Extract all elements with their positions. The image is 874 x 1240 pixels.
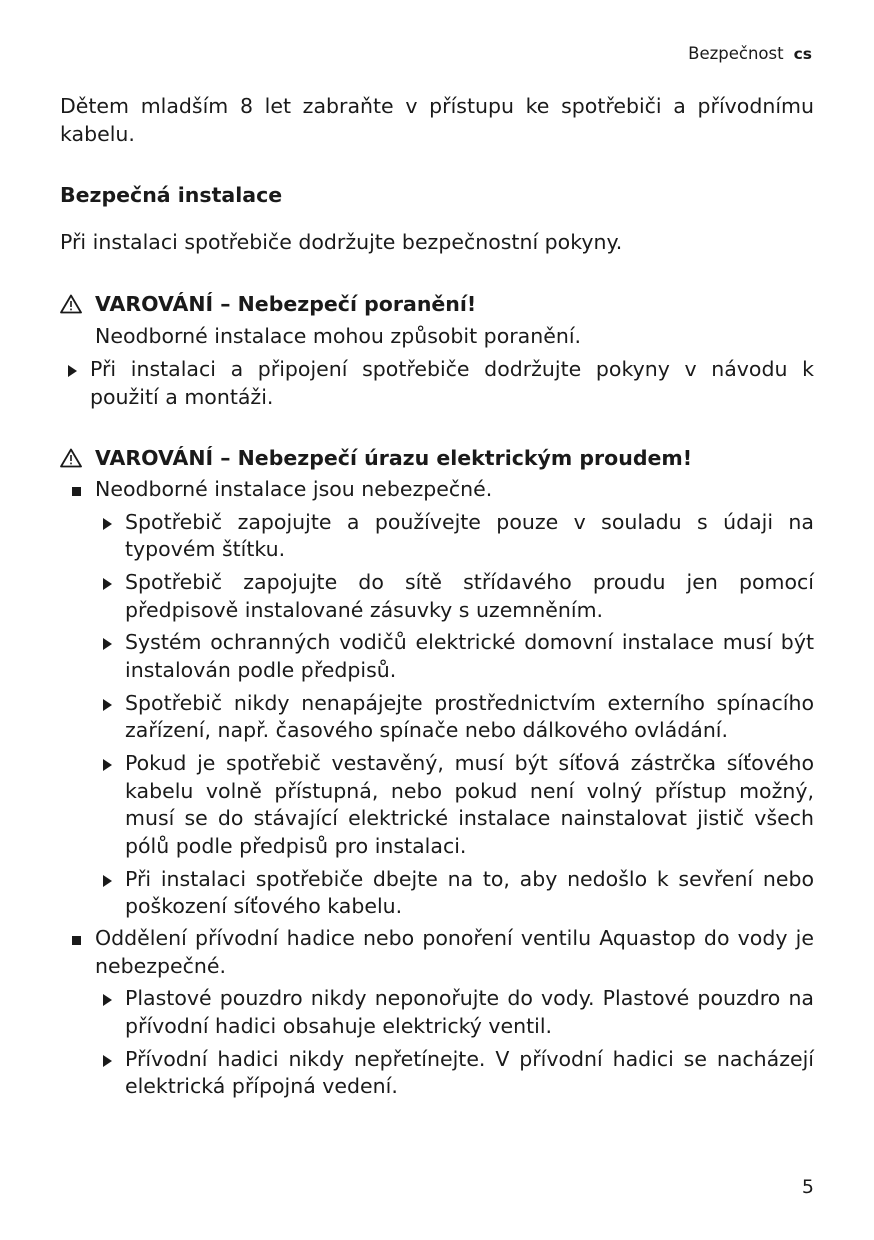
warning-title-row	[60, 445, 814, 472]
warning-title-text: VAROVÁNÍ – Nebezpečí poranění!	[95, 291, 477, 316]
list-item	[95, 750, 814, 861]
list-item-text: Spotřebič nikdy nenapájejte prostřednictvím externího spínacího zařízení, např. časového spínače nebo dálkového ovládání.	[125, 690, 814, 743]
list-item-text: Spotřebič zapojujte a používejte pouze v souladu s údaji na typovém štítku.	[125, 509, 814, 562]
list-item-text: Neodborné instalace jsou nebezpečné.	[95, 476, 493, 501]
warning-action-list	[95, 985, 814, 1101]
list-item-text: Systém ochranných vodičů elektrické domovní instalace musí být instalován podle předpisů.	[125, 630, 814, 682]
warning-triangle-icon	[60, 294, 82, 314]
page-number: 5	[801, 1176, 814, 1198]
warning-intro-text: Neodborné instalace mohou způsobit poranění.	[95, 324, 582, 349]
warning-action-list	[60, 356, 814, 411]
list-item-text: Přívodní hadici nikdy nepřetínejte. V přívodní hadici se nacházejí elektrická přípojná vedení.	[125, 1046, 814, 1099]
list-item-text: Oddělení přívodní hadice nebo ponoření ventilu Aquastop do vody je nebezpečné.	[95, 926, 814, 978]
list-item	[95, 629, 814, 684]
list-item-text: Pokud je spotřebič vestavěný, musí být síťová zástrčka síťového kabelu volně přístupná, nebo pokud není volný přístup možný, musí se do stávající elektrické instalace nainstalovat jistič všech pólů podle předpisů pro instalaci.	[125, 751, 814, 859]
list-item-text: Při instalaci spotřebiče dbejte na to, aby nedošlo k sevření nebo poškození síťového kabelu.	[125, 866, 814, 919]
list-item-text: Při instalaci a připojení spotřebiče dodržujte pokyny v návodu k použití a montáži.	[90, 356, 814, 409]
list-item	[95, 985, 814, 1040]
warning-triangle-icon	[60, 448, 82, 468]
list-item	[95, 1046, 814, 1101]
page-content	[60, 93, 814, 1101]
list-item	[95, 690, 814, 745]
list-item	[95, 509, 814, 564]
warning-action-list	[95, 509, 814, 921]
warning-title-text: VAROVÁNÍ – Nebezpečí úrazu elektrickým proudem!	[95, 446, 693, 471]
warning-group-list	[60, 476, 814, 1101]
page-header	[60, 44, 814, 63]
warning-block-electric-shock	[60, 445, 814, 1101]
section-intro-paragraph: Při instalaci spotřebiče dodržujte bezpečnostní pokyny.	[60, 229, 623, 254]
list-item	[95, 569, 814, 624]
section-heading: Bezpečná instalace	[60, 183, 283, 208]
list-item	[60, 356, 814, 411]
warning-block-injury	[60, 291, 814, 412]
list-item-text: Plastové pouzdro nikdy neponořujte do vody. Plastové pouzdro na přívodní hadici obsahuje elektrický ventil.	[125, 986, 814, 1039]
list-item	[60, 476, 814, 921]
list-item-text: Spotřebič zapojujte do sítě střídavého proudu jen pomocí předpisově instalované zásuvky s uzemněním.	[125, 569, 814, 622]
header-section-title: Bezpečnost	[688, 44, 784, 63]
list-item	[60, 925, 814, 1101]
header-language-code: cs	[793, 45, 812, 63]
list-item	[95, 866, 814, 921]
warning-title-row	[60, 291, 814, 318]
intro-paragraph: Dětem mladším 8 let zabraňte v přístupu ke spotřebiči a přívodnímu kabelu.	[60, 94, 814, 146]
